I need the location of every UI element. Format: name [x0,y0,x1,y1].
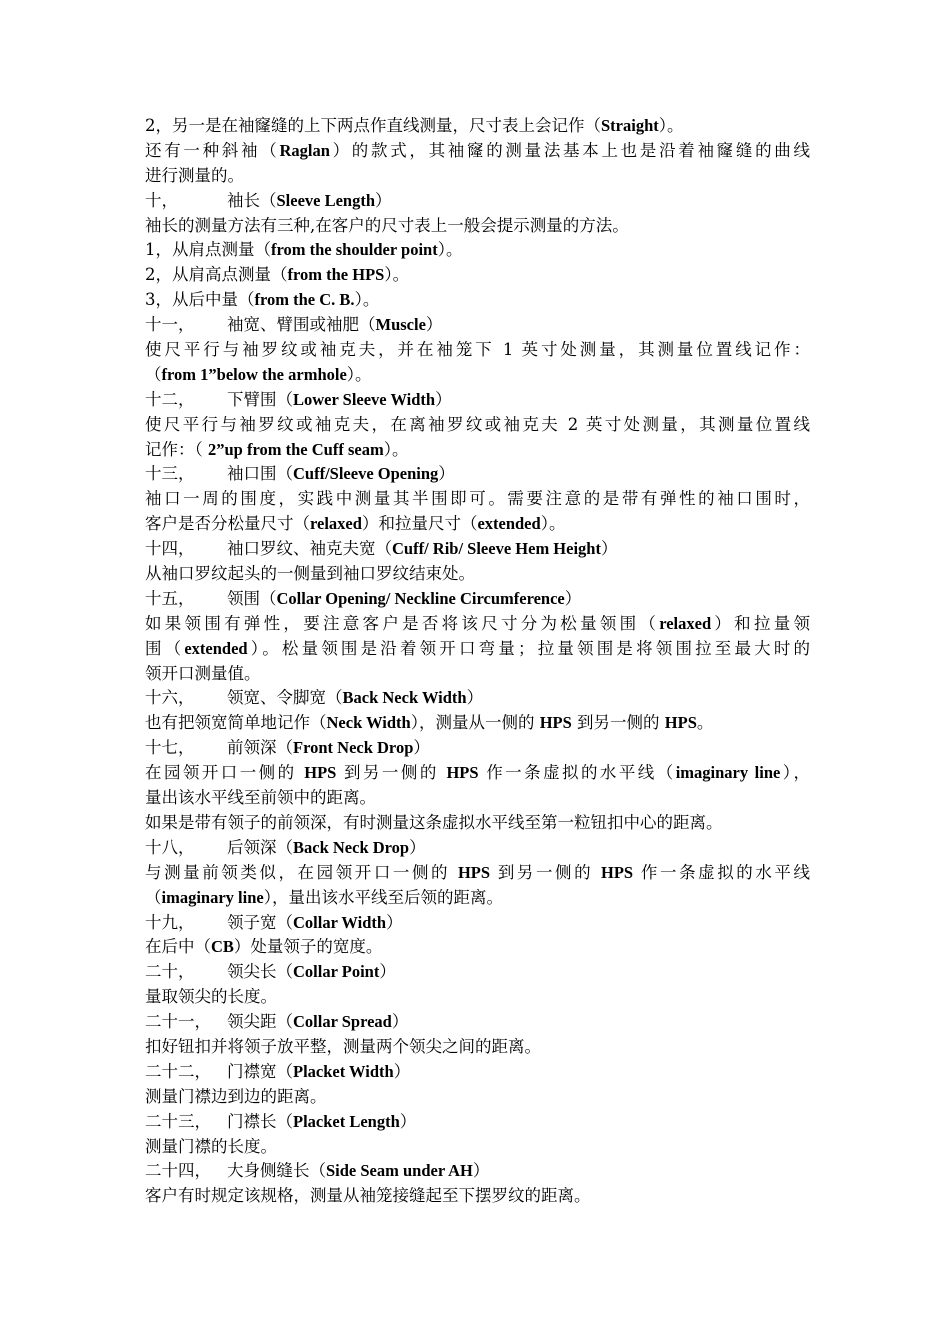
text-run: 使尺平行与袖罗纹或袖克夫，在离袖罗纹或袖克夫 2 英寸处测量，其测量位置线 [145,414,810,434]
text-run: 1，从肩点测量（ [145,240,271,260]
section-heading [145,313,810,338]
text-run: 围（ [145,638,185,658]
section-title-close: ） [438,464,455,484]
paragraph-line [145,338,810,363]
section-english-term: Collar Width [293,912,387,932]
paragraph-line [145,263,810,288]
text-run: 从袖口罗纹起头的一侧量到袖口罗纹结束处。 [145,564,475,584]
bold-term: extended [184,638,248,658]
paragraph-line [145,1085,810,1110]
bold-term: HPS [304,763,337,783]
text-run: ）。 [540,514,566,534]
text-run: 与测量前领类似，在园领开口一侧的 [145,862,458,882]
text-run: ）。 [354,290,380,310]
text-run: ）和拉量尺寸（ [361,514,478,534]
section-title: 领子宽（ [227,912,293,932]
section-number: 十七， [145,738,195,758]
bold-term: imaginary line [161,887,264,907]
section-heading [145,1159,810,1184]
bold-term: CB [211,937,234,957]
paragraph-line [145,114,810,139]
section-number: 二十一， [145,1012,211,1032]
paragraph-line [145,288,810,313]
paragraph-line [145,363,810,388]
text-run: ）。松量领围是沿着领开口弯量；拉量领围是将领围拉至最大时的 [247,638,811,658]
section-number: 十三， [145,464,195,484]
text-run: ）处量领子的宽度。 [233,937,383,957]
bold-term: Straight [601,116,659,135]
text-run: 3，从后中量（ [145,290,255,310]
section-number: 二十二， [145,1061,211,1081]
text-run: （ [145,364,162,384]
section-title-close: ） [435,389,452,409]
bold-term: HPS [601,862,634,882]
text-run: ）。 [658,116,684,135]
text-run: 到另一侧的 [490,862,602,882]
section-title: 门襟长（ [227,1111,293,1131]
section-english-term: Lower Sleeve Width [293,389,436,409]
text-run: 领开口测量值。 [145,663,261,683]
text-run: ）。 [383,439,409,459]
section-heading [145,1010,810,1035]
paragraph-line [145,811,810,836]
bold-term: from the C. B. [254,290,355,310]
section-heading [145,587,810,612]
text-run: 量出该水平线至前领中的距离。 [145,788,376,808]
section-title: 领尖距（ [227,1012,293,1032]
section-title: 领尖长（ [227,962,293,982]
section-title-close: ） [393,1061,411,1081]
bold-term: HPS [446,763,479,783]
bold-term: extended [477,514,541,534]
section-title: 门襟宽（ [227,1061,293,1081]
text-run: 扣好钮扣并将领子放平整，测量两个领尖之间的距离。 [145,1036,541,1056]
section-title-close: ） [399,1111,417,1131]
section-heading [145,388,810,413]
section-heading [145,836,810,861]
section-title-close: ） [466,688,484,708]
section-number: 十六， [145,688,195,708]
paragraph-line [145,139,810,164]
section-title-close: ） [386,912,403,932]
paragraph-line [145,562,810,587]
text-run: 袖口一周的围度，实践中测量其半围即可。需要注意的是带有弹性的袖口围时， [145,489,810,509]
section-title: 大身侧缝长（ [227,1161,326,1181]
paragraph-line [145,214,810,239]
section-english-term: Back Neck Width [342,688,467,708]
section-title-close: ） [409,837,426,857]
text-run: 2，从肩高点测量（ [145,265,288,285]
paragraph-line [145,1035,810,1060]
text-run: ）的款式，其袖窿的测量法基本上也是沿着袖窿缝的曲线 [329,140,811,160]
section-heading [145,189,810,214]
section-english-term: Collar Point [293,962,380,982]
text-run: （ [145,887,162,907]
section-title: 袖长（ [227,190,277,210]
paragraph-line [145,985,810,1010]
paragraph-line [145,1135,810,1160]
text-run: 到另一侧的 [336,763,447,783]
text-run: 客户是否分松量尺寸（ [145,514,310,534]
section-heading [145,911,810,936]
text-run: 测量门襟边到边的距离。 [145,1086,327,1106]
paragraph-line [145,786,810,811]
text-run: 使尺平行与袖罗纹或袖克夫，并在袖笼下 1 英寸处测量，其测量位置线记作： [145,340,810,360]
section-heading [145,1060,810,1085]
text-run: 在后中（ [145,937,211,957]
section-number: 十一， [145,315,195,335]
section-title-close: ） [472,1161,490,1181]
bold-term: imaginary line [675,763,781,783]
bold-term: from the HPS [287,265,385,285]
section-number: 十五， [145,588,195,608]
section-title: 后领深（ [227,837,293,857]
paragraph-line [145,512,810,537]
text-run: ）。 [384,265,410,285]
text-run: 到另一侧的 [571,713,665,733]
text-run: 作一条虚拟的水平线 [633,862,810,882]
section-number: 十九， [145,912,195,932]
bold-term: Neck Width [326,713,411,733]
text-run: ）。 [437,240,463,260]
text-run: 还有一种斜袖（ [145,140,280,160]
section-english-term: Back Neck Drop [293,837,410,857]
bold-term: HPS [457,862,491,882]
paragraph-line [145,637,810,662]
text-run: 袖长的测量方法有三种,在客户的尺寸表上一般会提示测量的方法。 [145,215,629,235]
text-run: 客户有时规定该规格，测量从袖笼接缝起至下摆罗纹的距离。 [145,1186,591,1206]
section-heading [145,686,810,711]
text-run: 如果领围有弹性，要注意客户是否将该尺寸分为松量领围（ [145,613,660,633]
bold-term: relaxed [310,514,362,534]
text-run: ）和拉量领 [711,613,811,633]
paragraph-line [145,861,810,886]
section-title: 下臂围（ [227,389,293,409]
text-run: 如果是带有领子的前领深，有时测量这条虚拟水平线至第一粒钮扣中心的距离。 [145,812,723,832]
text-run: ）， [780,763,810,783]
bold-term: Raglan [279,140,330,160]
section-heading [145,1110,810,1135]
paragraph-line [145,164,810,189]
paragraph-line [145,711,810,736]
paragraph-line [145,487,810,512]
text-run: 2，另一是在袖窿缝的上下两点作直线测量，尺寸表上会记作（ [145,116,601,135]
section-heading [145,960,810,985]
bold-term: relaxed [659,613,712,633]
section-title: 袖口罗纹、袖克夫宽（ [227,539,392,559]
section-number: 十八， [145,837,195,857]
section-english-term: Side Seam under AH [326,1161,473,1181]
section-number: 二十四， [145,1161,211,1181]
section-number: 二十三， [145,1111,211,1131]
section-title: 领围（ [227,588,277,608]
text-run: 作一条虚拟的水平线（ [478,763,676,783]
text-run: 进行测量的。 [145,165,244,185]
document-page [145,114,810,1209]
paragraph-line [145,886,810,911]
section-number: 十四， [145,539,195,559]
text-run: 测量门襟的长度。 [145,1136,277,1156]
section-title: 袖口围（ [227,464,293,484]
section-number: 十二， [145,389,195,409]
bold-term: HPS [539,713,572,733]
section-english-term: Placket Width [293,1061,394,1081]
section-title: 领宽、令脚宽（ [227,688,343,708]
section-title-close: ） [600,539,618,559]
section-number: 二十， [145,962,195,982]
paragraph-line [145,935,810,960]
section-title: 前领深（ [227,738,293,758]
section-english-term: Sleeve Length [276,190,376,210]
text-run: ），测量从一侧的 [410,713,540,733]
section-english-term: Collar Opening/ Neckline Circumference [276,588,565,608]
paragraph-line [145,1184,810,1209]
section-title-close: ） [564,588,582,608]
text-run: ），量出该水平线至后领的距离。 [263,887,503,907]
paragraph-line [145,238,810,263]
bold-term: 2”up from the Cuff seam [208,439,384,459]
text-run: 在园领开口一侧的 [145,763,305,783]
section-heading [145,462,810,487]
paragraph-line [145,438,810,463]
section-english-term: Placket Length [293,1111,400,1131]
text-run: ）。 [346,364,372,384]
section-heading [145,537,810,562]
section-english-term: Muscle [375,315,426,335]
section-english-term: Cuff/ Rib/ Sleeve Hem Height [392,539,601,559]
section-title-close: ） [379,962,396,982]
paragraph-line [145,612,810,637]
section-number: 十， [145,190,178,210]
paragraph-line [145,662,810,687]
section-english-term: Cuff/Sleeve Opening [293,464,439,484]
bold-term: from the shoulder point [271,240,438,260]
bold-term: from 1”below the armhole [161,364,347,384]
bold-term: HPS [664,713,697,733]
section-title: 袖宽、臂围或袖肥（ [227,315,376,335]
text-run: 记作：（ [145,439,208,459]
section-title-close: ） [425,315,443,335]
section-title-close: ） [375,190,392,210]
section-title-close: ） [413,738,430,758]
section-english-term: Front Neck Drop [293,738,414,758]
section-heading [145,736,810,761]
section-english-term: Collar Spread [293,1012,392,1032]
paragraph-line [145,413,810,438]
section-title-close: ） [391,1012,409,1032]
paragraph-line [145,761,810,786]
text-run: 量取领尖的长度。 [145,987,277,1007]
text-run: 也有把领宽简单地记作（ [145,713,327,733]
text-run: 。 [696,713,714,733]
